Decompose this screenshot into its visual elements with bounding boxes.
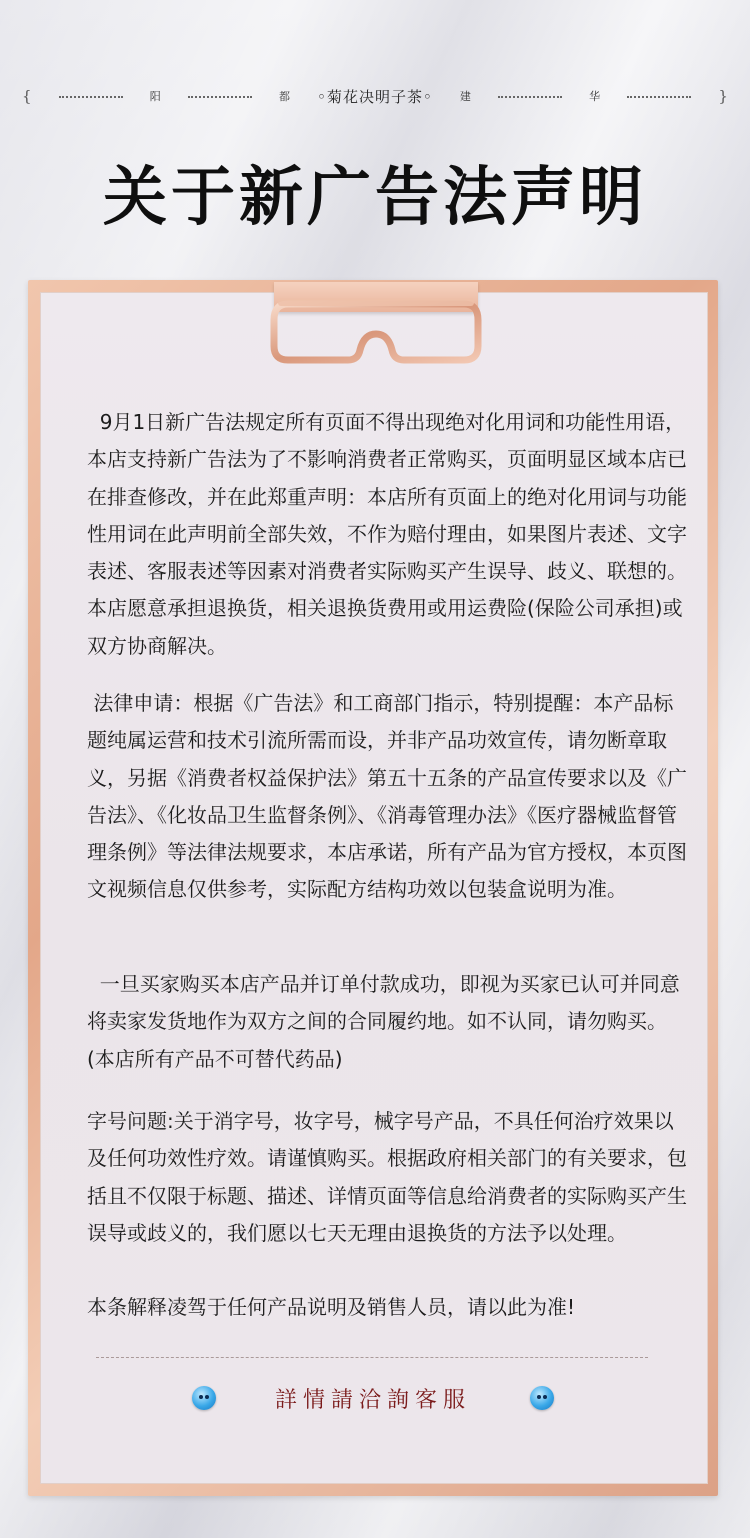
product-name: ◦菊花决明子茶◦ [317,87,433,106]
dashed-divider [96,1357,648,1358]
decor-char-4: 华 [589,90,601,103]
decor-char-3: 建 [459,90,471,103]
clip-icon [268,290,484,370]
notice-paragraph-5: 本条解释凌驾于任何产品说明及销售人员，请以此为准! [87,1295,576,1319]
notice-paragraph-3: 一旦买家购买本店产品并订单付款成功，即视为买家已认可并同意将卖家发货地作为双方之间的合同履约地。如不认同，请勿购买。(本店所有产品不可替代药品) [87,972,680,1071]
left-brace: { [22,87,32,105]
decor-char-2: 都 [278,90,290,103]
bubble-icon [192,1386,216,1410]
customer-service-label[interactable]: 詳情請洽詢客服 [274,1387,471,1413]
dotted-separator [627,96,691,98]
dotted-separator [498,96,562,98]
decor-char-1: 阳 [149,90,161,103]
right-brace: } [718,87,728,105]
customer-service-row[interactable] [192,1378,554,1418]
page-title: 关于新广告法声明 [103,160,647,235]
dotted-separator [188,96,252,98]
dotted-separator [59,96,123,98]
notice-paragraph-2: 法律申请：根据《广告法》和工商部门指示，特别提醒：本产品标题纯属运营和技术引流所需而设，并非产品功效宣传，请勿断章取义，另据《消费者权益保护法》第五十五条的产品宣传要求以及《广告法》、《化妆品卫生监督条例》、《消毒管理办法》《医疗器械监督管理条例》等法律法规要求，本店承诺，所有产品为官方授权，本页图文视频信息仅供参考，实际配方结构功效以包装盒说明为准。 [87,691,687,902]
top-decoration-line [22,84,728,108]
bubble-icon [530,1386,554,1410]
notice-paragraph-1: 9月1日新广告法规定所有页面不得出现绝对化用词和功能性用语，本店支持新广告法为了不影响消费者正常购买，页面明显区域本店已在排查修改，并在此郑重声明：本店所有页面上的绝对化用词与功能性用词在此声明前全部失效，不作为赔付理由，如果图片表述、文字表述、客服表述等因素对消费者实际购买产生误导、歧义、联想的。本店愿意承担退换货，相关退换货费用或用运费险(保险公司承担)或双方协商解决。 [87,410,687,658]
notice-paragraph-4: 字号问题:关于消字号，妆字号，械字号产品，不具任何治疗效果以及任何功效性疗效。请谨慎购买。根据政府相关部门的有关要求，包括且不仅限于标题、描述、详情页面等信息给消费者的实际购买产生误导或歧义的，我们愿以七天无理由退换货的方法予以处理。 [87,1109,687,1245]
